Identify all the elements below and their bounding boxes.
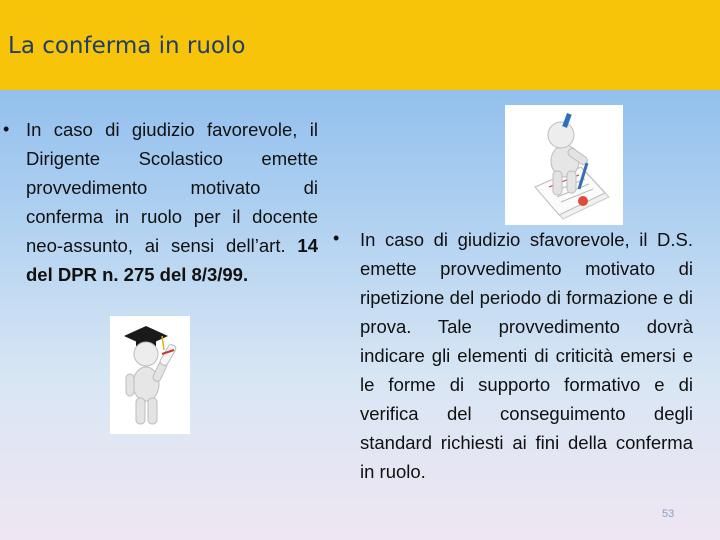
graduate-figure-with-diploma-icon xyxy=(110,316,190,434)
bullet-marker: • xyxy=(333,228,340,248)
figure-signing-document-icon xyxy=(505,105,623,225)
unfavorable-judgment-paragraph xyxy=(360,225,693,486)
favorable-text: In caso di giudizio favorevole, il Dirigente Scolastico emette provvedimento motivato di conferma in ruolo per il docente neo-assunto, ai sensi dell’art. xyxy=(26,119,318,256)
bullet-marker: • xyxy=(3,119,10,139)
legal-reference: 14 del DPR n. 275 del 8/3/99. xyxy=(26,235,318,285)
unfavorable-text: In caso di giudizio sfavorevole, il D.S. emette provvedimento motivato di ripetizione del periodo di formazione e di prova. Tale provvedimento dovrà indicare gli elementi di criticità emersi e le forme di supporto formativo e di verifica del conseguimento degli standard richiesti ai fini della conferma in ruolo. xyxy=(360,229,693,482)
slide-title: La conferma in ruolo xyxy=(8,33,246,59)
slide-number: 53 xyxy=(662,508,675,520)
title-bar xyxy=(0,0,720,90)
favorable-judgment-paragraph xyxy=(26,115,318,289)
